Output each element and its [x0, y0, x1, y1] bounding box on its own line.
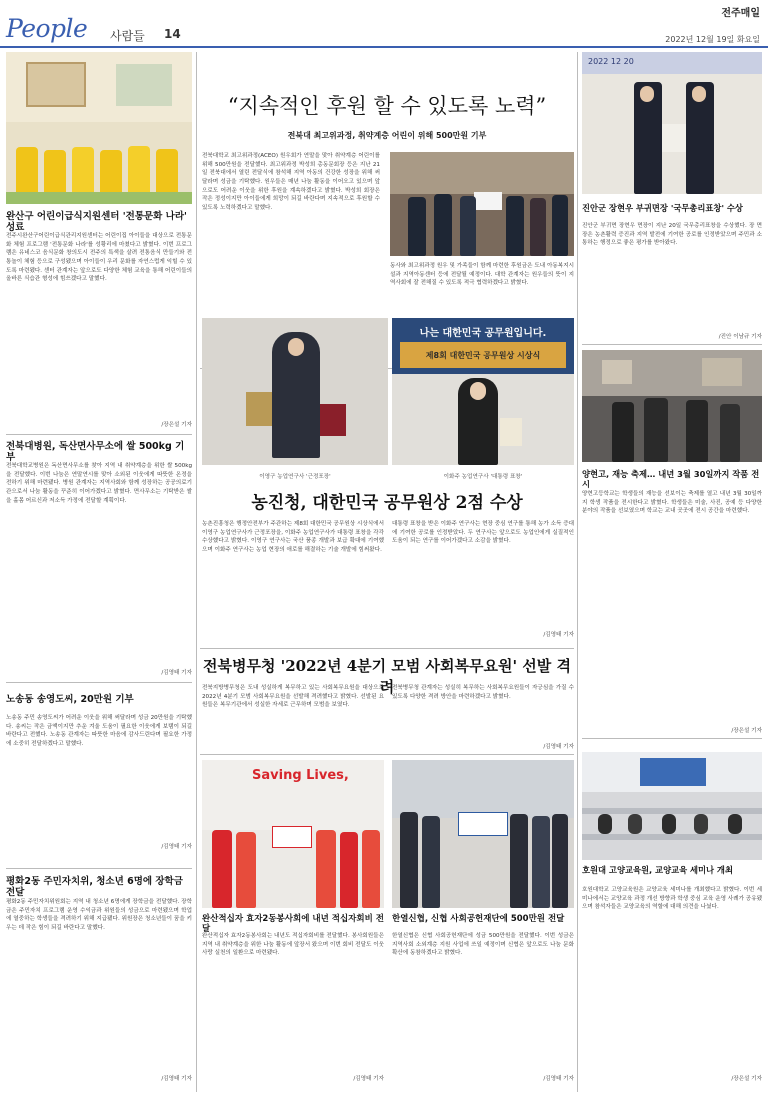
- award-body: 농촌진흥청은 행정안전부가 주관하는 제8회 대한민국 공무원상 시상식에서 이영구 농업연구사가 근정포장을, 이화주 농업연구사가 대통령 표창을 각각 수상했다고 밝혔다. 이영구 연구사는 국산 품종 개발과 보급 확대에 기여했으며 이화주 연구사는 농업 현장의 애로를 해결하는 기술 개발에 힘써왔다.: [202, 521, 384, 553]
- article-body: 노송동 주민 송영도씨가 어려운 이웃을 위해 써달라며 성금 20만원을 기탁했다. 송씨는 작은 금액이지만 추운 겨울 도움이 필요한 이웃에게 보탬이 되길 바란다고 전했다. 노송동 관계자는 따뜻한 마음에 감사드린다며 필요한 가정에 소중히 전달하겠다고 말했다.: [6, 715, 192, 747]
- volunteer-byline: /김영태 기자: [543, 744, 574, 750]
- volunteer-body-continued: 전북병무청 관계자는 성실히 복무하는 사회복무요원들이 자긍심을 가질 수 있도록 다양한 격려 방안을 마련하겠다고 밝혔다.: [392, 685, 574, 700]
- article-body: 전주시완산구어린이급식관리지원센터는 어린이집 아이들을 대상으로 전통문화 체험 프로그램 '전통문화 나라'를 성황리에 마쳤다고 밝혔다. 이번 프로그램은 유네스코 음식문화 창의도시 전주의 특색을 살려 전통음식 만들기와 전통놀이 체험 등으로 구성됐으며 아이들이 우리 문화를 자연스럽게 익힐 수 있도록 마련됐다. 센터 관계자는 앞으로도 다양한 체험 교육을 통해 어린이들의 올바른 식습관 형성에 힘쓰겠다고 말했다.: [6, 233, 192, 283]
- photo-caption: 이영구 농업연구사 '근정포장': [259, 474, 331, 480]
- school-festival-photo: [582, 350, 762, 462]
- donation-ceremony-photo: [390, 152, 574, 256]
- page-number: 14: [164, 27, 181, 41]
- ceremony-date-text: 2022 12 20: [588, 57, 634, 66]
- shinhyup-photo: [392, 760, 574, 908]
- article-body: 양현고등학교는 학생들의 재능을 선보이는 축제를 열고 내년 3월 30일까지 학생 작품을 전시한다고 밝혔다. 학생들은 미술, 사진, 공예 등 다양한 분야의 작품을 선보였으며 학교는 교내 곳곳에 전시 공간을 마련했다.: [582, 491, 762, 515]
- article-headline: 양현고, 재능 축제… 내년 3월 30일까지 작품 전시: [582, 469, 760, 489]
- photo-caption: 이화주 농업연구사 '대통령 표창': [443, 474, 523, 480]
- article-divider: [200, 754, 574, 755]
- newspaper-name: 전주매일: [721, 8, 760, 19]
- article-divider: [6, 868, 192, 869]
- article-byline: /김영태 기자: [161, 1076, 192, 1082]
- award-body-continued: 대통령 표창을 받은 이화주 연구사는 현장 중심 연구를 통해 농가 소득 증대에 기여한 공로를 인정받았다. 두 연구사는 앞으로도 농업인에게 실질적인 도움이 되는 연구를 이어가겠다고 소감을 밝혔다.: [392, 521, 574, 545]
- kids-food-event-photo: [6, 52, 192, 204]
- lead-headline: “지속적인 후원 할 수 있도록 노력”: [227, 94, 547, 118]
- seminar-photo: [582, 752, 762, 860]
- article-headline: 진안군 장현우 부귀면장 '국무총리표창' 수상: [582, 203, 743, 213]
- article-divider: [6, 434, 192, 435]
- article-body: 평화2동 주민자치위원회는 지역 내 청소년 6명에게 장학금을 전달했다. 장학금은 주민자치 프로그램 운영 수익금과 위원들의 성금으로 마련됐으며 학업에 열중하는 학생들을 격려하기 위해 지급됐다. 위원장은 청소년들이 꿈을 키우는 데 작은 힘이 되길 바란다고 말했다.: [6, 899, 192, 931]
- article-headline: 노송동 송영도씨, 20만원 기부: [6, 694, 134, 705]
- column-divider: [196, 52, 197, 1092]
- article-divider: [200, 648, 574, 649]
- column-divider: [577, 52, 578, 1092]
- article-byline: /김영태 기자: [161, 670, 192, 676]
- article-body: 전북대학교병원은 독산면사무소를 찾아 지역 내 취약계층을 위한 쌀 500kg을 전달했다. 이번 나눔은 연말연시를 맞아 소외된 이웃에게 따뜻한 온정을 전하기 위해 마련됐다. 병원 관계자는 지역사회와 함께 성장하는 공공의료기관으로서 나눔 활동을 꾸준히 이어가겠다고 밝혔다. 면사무소는 기탁받은 쌀을 홀몸 어르신과 저소득 가정에 전달할 계획이다.: [6, 463, 192, 504]
- red-cross-banner-text: Saving Lives,: [252, 768, 349, 783]
- award-banner-title: 나는 대한민국 공무원입니다.: [419, 328, 547, 339]
- award-photo-1: [202, 318, 388, 465]
- article-divider: [582, 738, 762, 739]
- red-cross-photo: [202, 760, 384, 908]
- article-body: 완산적십자 효자2동봉사회는 내년도 적십자회비를 전달했다. 봉사회원들은 지역 내 취약계층을 위한 나눔 활동에 앞장서 왔으며 이번 회비 전달도 이웃 사랑 실천의 일환으로 마련됐다.: [202, 933, 384, 957]
- award-photo-2: [392, 318, 574, 465]
- article-byline: /김영태 기자: [353, 1076, 384, 1082]
- article-byline: /김영태 기자: [543, 1076, 574, 1082]
- article-byline: /장은설 기자: [161, 422, 192, 428]
- article-headline: 한열신협, 신협 사회공헌재단에 500만원 전달: [392, 914, 565, 924]
- award-banner-subtitle: 제8회 대한민국 공무원상 시상식: [425, 351, 541, 360]
- article-body: 호원대학교 고양교육원은 교양교육 세미나를 개최했다고 밝혔다. 이번 세미나에서는 교양교육 과정 개선 방향과 학생 중심 교육 운영 사례가 공유됐으며 참석자들은 교양교육의 역할에 대해 의견을 나눴다.: [582, 887, 762, 911]
- issue-date: 2022년 12월 19일 화요일: [665, 35, 760, 44]
- article-headline: 전북대병원, 독산면사무소에 쌀 500kg 기부: [6, 441, 185, 464]
- article-headline: 완산적십자 효자2동봉사회에 내년 적십자회비 전달: [202, 914, 384, 935]
- article-byline: /장은설 기자: [731, 728, 762, 734]
- article-headline: 완산구 어린이급식지원센터 '전통문화 나라' 성료: [6, 211, 187, 234]
- lead-body-continued: 동사와 최고위과정 원우 및 가족들이 함께 마련한 후원금은 도내 아동복지시설과 지역아동센터 등에 전달될 예정이다. 대학 관계자는 원우들의 뜻이 지역사회에 잘 전해질 수 있도록 적극 협력하겠다고 밝혔다.: [390, 263, 574, 287]
- article-byline: /김영태 기자: [161, 844, 192, 850]
- section-logo: People: [6, 14, 88, 43]
- lead-body: 전북대학교 최고위과정(ACEO) 원우회가 연말을 맞아 취약계층 어린이를 위해 500만원을 전달했다. 최고위과정 박성희 총동문회장 등은 지난 21일 전북대에서 열린 전달식에 참석해 지역 아동의 건강한 성장을 위해 써달라며 성금을 기탁했다. 원우들은 매년 나눔 활동을 이어오고 있으며 앞으로도 어려운 이웃을 위한 후원을 계속하겠다고 밝혔다. 박성희 회장은 작은 정성이지만 아이들에게 희망이 되길 바란다며 지속적으로 후원할 수 있도록 노력하겠다고 말했다.: [202, 153, 380, 211]
- award-headline: 농진청, 대한민국 공무원상 2점 수상: [251, 493, 523, 513]
- volunteer-headline: 전북병무청 '2022년 4분기 모범 사회복무요원' 선발 격려: [202, 657, 571, 696]
- lead-subhead: 전북대 최고위과정, 취약계층 어린이 위해 500만원 기부: [287, 131, 487, 140]
- article-byline: /장은설 기자: [731, 1076, 762, 1082]
- article-byline: /진안 이남규 기자: [718, 334, 762, 340]
- award-byline: /김영태 기자: [543, 632, 574, 638]
- article-headline: 호원대 고양교육원, 교양교육 세미나 개최: [582, 865, 733, 875]
- volunteer-body: 전북지방병무청은 도내 성실하게 복무하고 있는 사회복무요원을 대상으로 2022년 4분기 모범 사회복무요원을 선발해 격려했다고 밝혔다. 선발된 요원들은 복무기관에서 성실한 자세로 근무하며 모범을 보였다.: [202, 685, 384, 709]
- section-title: 사람들: [110, 29, 145, 43]
- commendation-photo: [582, 52, 762, 194]
- article-headline: 평화2동 주민자치위, 청소년 6명에 장학금 전달: [6, 876, 183, 899]
- article-divider: [582, 344, 762, 345]
- article-body: 진안군 부귀면 장현우 면장이 지난 20일 국무총리표창을 수상했다. 장 면장은 농촌활력 증진과 지역 발전에 기여한 공로를 인정받았으며 주민과 소통하는 행정으로 좋은 평가를 받아왔다.: [582, 223, 762, 247]
- article-divider: [6, 682, 192, 683]
- header-rule: [0, 46, 768, 48]
- article-body: 한열신협은 신협 사회공헌재단에 성금 500만원을 전달했다. 이번 성금은 지역사회 소외계층 지원 사업에 쓰일 예정이며 신협은 앞으로도 나눔 문화 확산에 동참하겠다고 밝혔다.: [392, 933, 574, 957]
